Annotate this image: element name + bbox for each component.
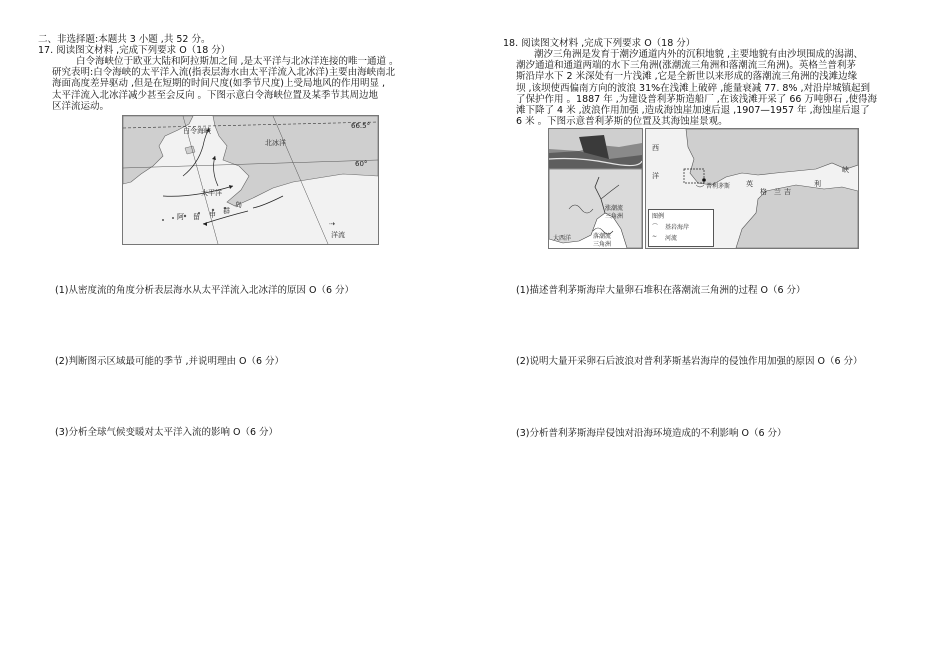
- q17-material: [38, 56, 399, 112]
- map-label-england-2: 格: [760, 188, 767, 196]
- q17-title: 17. 阅读图文材料 ,完成下列要求 O（18 分）: [38, 45, 231, 56]
- q17-question-1: (1)从密度流的角度分析表层海水从太平洋流入北冰洋的原因 O（6 分）: [55, 285, 355, 296]
- section-header: 二、非选择题:本题共 3 小题 ,共 52 分。: [38, 34, 211, 45]
- map-label-flood-delta-1: 涨潮流: [605, 205, 624, 212]
- map-label-channel-2: 利: [814, 180, 821, 188]
- sea-cliff-photo-graphic: [549, 129, 642, 168]
- bering-strait-map: [122, 115, 379, 245]
- legend-cliff-label: 基岩海岸: [665, 224, 690, 231]
- q17-line: 海面高度差异驱动 ,但是在短期的时间尺度(如季节尺度)上受局地风的作用明显 ,: [52, 78, 385, 90]
- map-label-plymouth: 普利茅斯: [706, 183, 731, 190]
- map-label-arctic-ocean: 北冰洋: [265, 139, 286, 147]
- map-label-flood-delta-2: 三角洲: [605, 213, 624, 220]
- legend-arrow-icon: ⇢: [329, 220, 335, 228]
- q18-question-1: (1)描述普利茅斯海岸大量卵石堆积在落潮流三角洲的过程 O（6 分）: [516, 285, 806, 296]
- map-label-bering-strait: 白令海峡: [183, 127, 211, 135]
- q17-question-2: (2)判断图示区域最可能的季节 ,并说明理由 O（6 分）: [55, 356, 285, 367]
- map-label-aleutian-1: 阿: [177, 213, 184, 221]
- map-legend-current: 洋流: [331, 231, 345, 239]
- q18-line: 6 米 。下图示意普利茅斯的位置及其海蚀崖景观。: [516, 116, 728, 128]
- legend-cliff-icon: ⌒: [652, 224, 659, 231]
- england-location-map: [645, 128, 859, 249]
- q17-line: 太平洋流入北冰洋减少甚至会反向 。下图示意白令海峡位置及某季节其周边地: [52, 89, 379, 101]
- q18-line: 了保护作用 。1887 年 ,为建设普利茅斯造船厂 ,在该浅滩开采了 66 万吨卵石 ,使得海: [516, 93, 877, 105]
- q18-question-2: (2)说明大量开采卵石后波浪对普利茅斯基岩海岸的侵蚀作用加强的原因 O（6 分）: [516, 356, 863, 367]
- q17-line: 白令海峡位于欧亚大陆和阿拉斯加之间 ,是太平洋与北冰洋连接的唯一通道 。: [76, 56, 399, 67]
- tidal-delta-inset-map: [548, 168, 643, 249]
- map-label-aleutian-4: 群: [223, 207, 230, 215]
- map-label-pacific: 太平洋: [201, 189, 222, 197]
- q18-line: 潮汐三角洲是发育于潮汐通道内外的沉积地貌 ,主要地貌有由沙坝围成的潟湖、: [534, 49, 864, 60]
- map-label-lat-60: 60°: [355, 160, 368, 168]
- q18-question-3: (3)分析普利茅斯海岸侵蚀对沿海环境造成的不利影响 O（6 分）: [516, 428, 787, 439]
- q18-line: 坝 ,该坝使西偏南方向的波浪 31%在浅滩上破碎 ,能量衰减 77. 8% ,对沿岸城镇起到: [516, 82, 870, 94]
- q17-question-3: (3)分析全球气候变暖对太平洋入流的影响 O（6 分）: [55, 427, 279, 438]
- legend-title: 图例: [652, 213, 665, 220]
- map-label-england-1: 英: [746, 180, 753, 188]
- map-label-aleutian-3: 申: [209, 211, 216, 219]
- map-label-england-3: 兰: [774, 188, 781, 196]
- map-label-aleutian-2: 留: [193, 213, 200, 221]
- map-label-ebb-delta-1: 落潮流: [593, 233, 612, 240]
- map-label-strait: 峡: [842, 166, 849, 174]
- map-label-ocean: 洋: [652, 172, 659, 180]
- map-label-aleutian-5: 岛: [235, 201, 242, 209]
- legend-river-icon: ∼: [652, 233, 658, 240]
- q18-line: 斯沿岸水下 2 米深处有一片浅滩 ,它是全新世以来形成的落潮流三角洲的浅滩边缘: [516, 71, 858, 83]
- map-label-atlantic: 大西洋: [553, 235, 572, 242]
- map-label-lat-66-5: 66.5°: [351, 122, 371, 130]
- sea-cliff-photo: [548, 128, 643, 169]
- q17-line: 区洋流运动。: [52, 100, 110, 112]
- map-label-channel-1: 吉: [784, 188, 791, 196]
- bering-map-graphic: [123, 116, 378, 244]
- q18-title: 18. 阅读图文材料 ,完成下列要求 O（18 分）: [503, 38, 696, 49]
- q18-line: 潮汐通道和通道两端的水下三角洲(涨潮流三角洲和落潮流三角洲)。英格兰普利茅: [516, 60, 856, 72]
- map-label-ebb-delta-2: 三角洲: [593, 241, 612, 248]
- q18-line: 滩下降了 4 米 ,波浪作用加强 ,造成海蚀崖加速后退 ,1907—1957 年 ,海蚀崖后退了: [516, 105, 870, 117]
- map-legend: [648, 209, 714, 247]
- q17-line: 研究表明:白令海峡的太平洋入流(指表层海水由太平洋流入北冰洋)主要由海峡南北: [52, 67, 396, 79]
- q18-material: [516, 49, 877, 127]
- legend-river-label: 河流: [665, 235, 678, 242]
- map-label-west: 西: [652, 144, 659, 152]
